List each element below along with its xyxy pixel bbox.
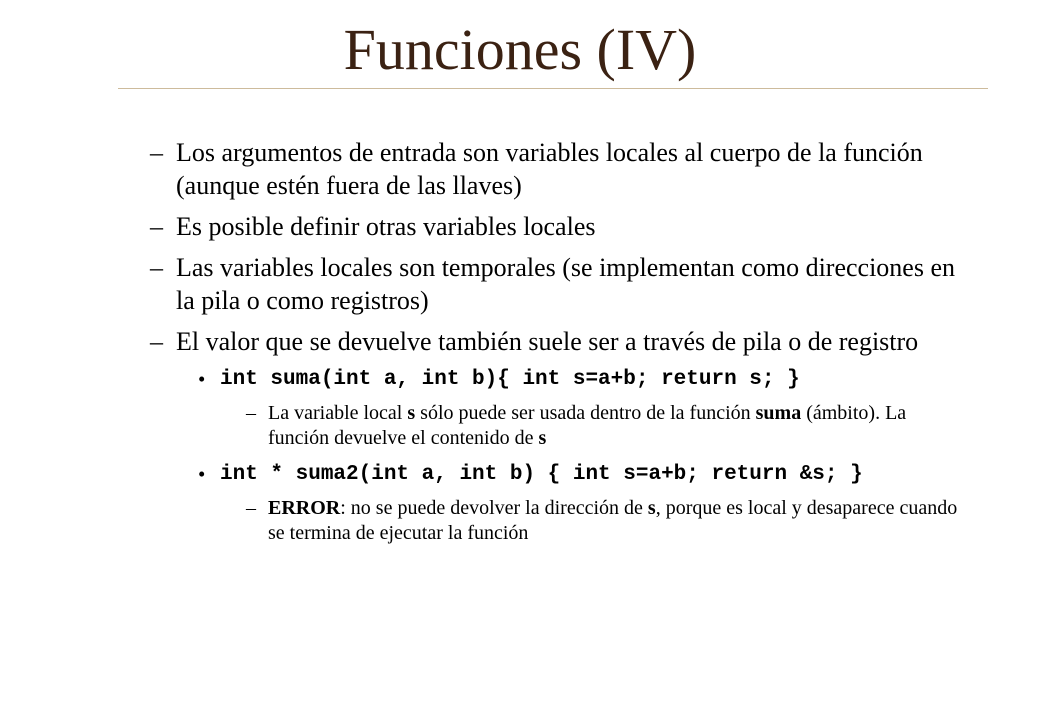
note-dash: – (246, 402, 256, 424)
bullet-dot: • (198, 367, 206, 391)
note-text: : no se puede devolver la dirección de (340, 497, 648, 519)
bullet-text: Es posible definir otras variables locales (176, 212, 596, 241)
note-text: , porque es local y desaparece cuando se termina de ejecutar la función (268, 497, 958, 544)
slide-title: Funciones (IV) (343, 17, 697, 82)
note-dash: – (246, 497, 256, 519)
bullet-text: Las variables locales son temporales (se implementan como direcciones en la pila o como registros) (176, 253, 955, 315)
error-label: ERROR (268, 497, 341, 519)
note-text: (ámbito). La función devuelve el contenido de (268, 402, 907, 449)
bullet-arguments-local (150, 136, 970, 202)
bullet-other-locals (150, 210, 970, 243)
bullet-dash: – (150, 327, 163, 356)
note-suma-scope (246, 401, 970, 451)
func-suma-bold: suma (755, 402, 802, 424)
var-s-bold: s (647, 497, 656, 519)
note-text: sólo puede ser usada dentro de la función (415, 402, 756, 424)
code-example-suma (198, 366, 970, 393)
bullet-text: El valor que se devuelve también suele ser a través de pila o de registro (176, 327, 919, 356)
var-s-bold: s (407, 402, 416, 424)
bullet-return-value (150, 325, 970, 358)
note-text: La variable local (268, 402, 408, 424)
code-example-suma2 (198, 461, 970, 488)
bullet-dot: • (198, 462, 206, 486)
code-line: int suma(int a, int b){ int s=a+b; return s; } (220, 368, 800, 391)
note-suma2-error (246, 496, 970, 546)
bullet-dash: – (150, 138, 163, 167)
bullet-text: Los argumentos de entrada son variables locales al cuerpo de la función (aunque estén fuera de las llaves) (176, 138, 923, 200)
bullet-locals-temporary (150, 251, 970, 317)
bullet-dash: – (150, 253, 163, 282)
slide-body (150, 136, 970, 556)
bullet-dash: – (150, 212, 163, 241)
var-s-bold: s (538, 427, 547, 449)
title-divider (118, 88, 988, 89)
code-line: int * suma2(int a, int b) { int s=a+b; return &s; } (220, 463, 863, 486)
